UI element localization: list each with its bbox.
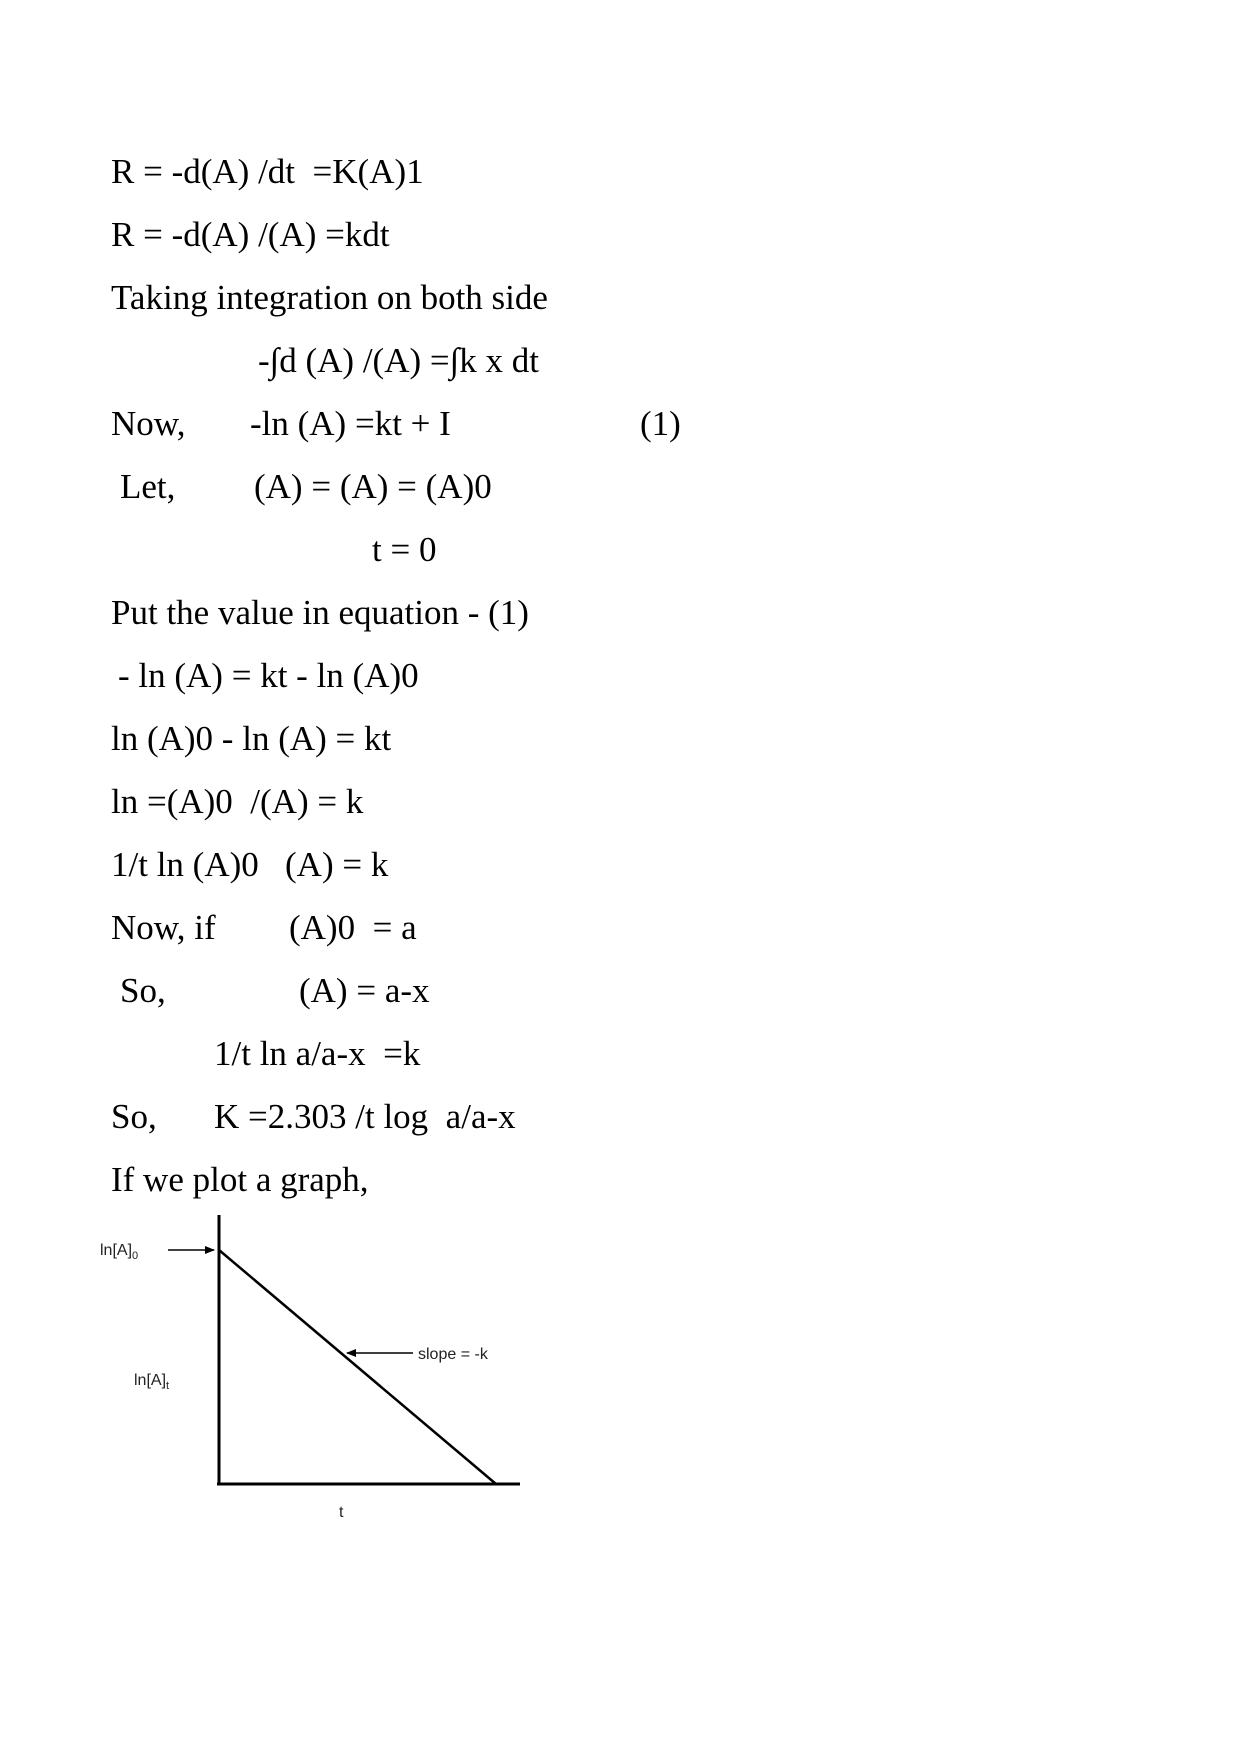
label-let: Let,	[120, 467, 176, 506]
y-intercept-label: $\ln[A]_0$	[100, 1242, 139, 1262]
eq-difference: ln (A)0 - ln (A) = kt	[111, 719, 392, 758]
label-now-if: Now, if	[111, 908, 216, 947]
text-put-value: Put the value in equation - (1)	[111, 593, 529, 632]
label-now: Now,	[111, 404, 186, 443]
first-order-plot	[100, 1215, 540, 1555]
eq-rearranged: R = -d(A) /(A) =kdt	[111, 215, 390, 254]
eq-integral: -∫d (A) /(A) =∫k x dt	[258, 341, 539, 380]
eq-initial-condition: (A) = (A) = (A)0	[254, 467, 492, 506]
eq-substituted: - ln (A) = kt - ln (A)0	[118, 656, 419, 695]
eq-k-ln-form: 1/t ln a/a-x =k	[214, 1034, 421, 1073]
eq-number-1: (1)	[640, 404, 681, 443]
eq-k-expression: 1/t ln (A)0 (A) = k	[111, 845, 389, 884]
text-plot-graph: If we plot a graph,	[111, 1160, 369, 1199]
series-line	[219, 1250, 496, 1484]
eq-a0-equals-a: (A)0 = a	[289, 908, 417, 947]
eq-ln-integrated: -ln (A) =kt + I	[250, 404, 451, 443]
eq-rate-law: R = -d(A) /dt =K(A)1	[111, 152, 424, 191]
x-axis-label: t	[339, 1504, 344, 1521]
eq-a-minus-x: (A) = a-x	[299, 971, 430, 1010]
eq-k-log-form: K =2.303 /t log a/a-x	[214, 1097, 516, 1136]
label-so-1: So,	[120, 971, 166, 1010]
eq-ratio: ln =(A)0 /(A) = k	[111, 782, 364, 821]
y-axis-label: $\ln[A]_t$	[134, 1372, 170, 1392]
slope-annotation: slope = -k	[418, 1346, 488, 1363]
plot-svg	[100, 1215, 540, 1555]
text-integration: Taking integration on both side	[111, 278, 548, 317]
label-so-2: So,	[111, 1097, 157, 1136]
eq-t-zero: t = 0	[372, 530, 437, 569]
